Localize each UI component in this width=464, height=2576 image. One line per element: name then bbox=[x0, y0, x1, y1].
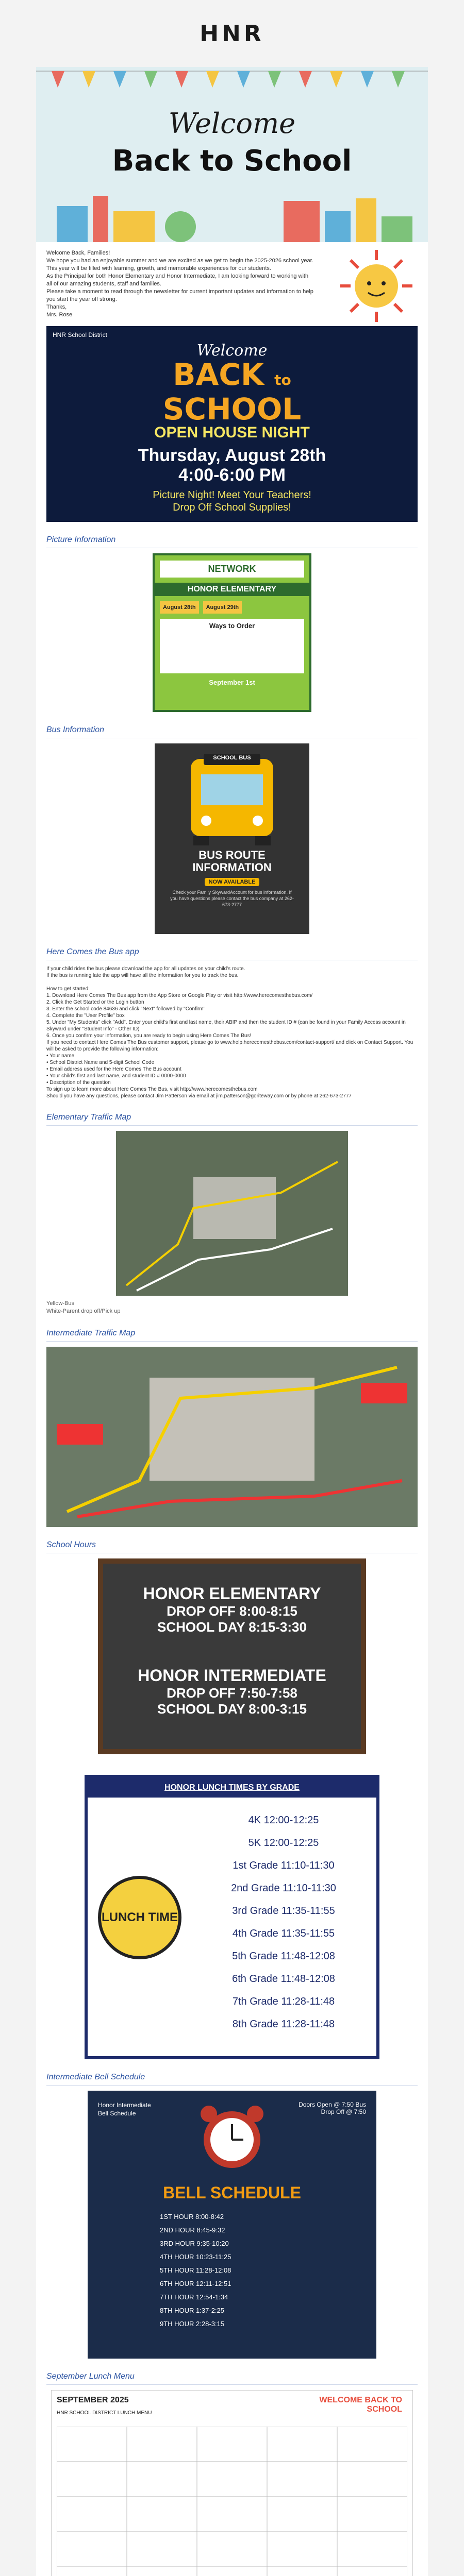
bell-row: 1ST HOUR 8:00-8:42 bbox=[160, 2213, 224, 2221]
lunch-menu-heading: September Lunch Menu bbox=[46, 2372, 418, 2385]
bus-sign: SCHOOL BUS bbox=[213, 755, 251, 761]
elem-traffic-heading: Elementary Traffic Map bbox=[46, 1113, 418, 1126]
flyer-district: HNR School District bbox=[53, 331, 108, 338]
letter-text: Welcome Back, Families! We hope you had an enjoyable summer and we are excited as we get to begin the 2025-2026 school year. This year will be filled with learning, growth, and memorable experiences for our students. As the Principal for both Honor Elementary and Honor Intermediate, I am looking forward to working with all of our amazing students, staff and families. Please take a moment to read through the newsletter for current important updates and information to help you start the year off strong. Thanks, Mrs. Rose bbox=[46, 250, 313, 318]
bell-row: 4TH HOUR 10:23-11:25 bbox=[160, 2253, 231, 2261]
lunch-time-row: 5th Grade 11:48-12:08 bbox=[232, 1951, 335, 1962]
bell-row: 9TH HOUR 2:28-3:15 bbox=[160, 2320, 224, 2328]
lunch-time-row: 2nd Grade 11:10-11:30 bbox=[231, 1883, 336, 1894]
bus-heading: Bus Information bbox=[46, 725, 418, 738]
elem-traffic-section bbox=[36, 1113, 428, 1315]
welcome-banner bbox=[36, 67, 428, 242]
bell-schedule-card bbox=[88, 2091, 376, 2359]
bunting-decoration bbox=[36, 67, 428, 98]
bell-school-name: Honor Intermediate bbox=[98, 2102, 151, 2109]
lunch-time-row: 7th Grade 11:28-11:48 bbox=[232, 1996, 335, 2007]
hours-int-title: HONOR INTERMEDIATE bbox=[138, 1666, 326, 1685]
lunch-menu-welcome: WELCOME BACK TO SCHOOL bbox=[319, 2396, 402, 2414]
lunch-times-card bbox=[85, 1775, 379, 2059]
int-traffic-section bbox=[36, 1329, 428, 1527]
open-house-flyer bbox=[46, 326, 418, 522]
picture-heading: Picture Information bbox=[46, 535, 418, 548]
lunch-times-list bbox=[201, 1809, 366, 2036]
int-map-drawing bbox=[46, 1347, 418, 1527]
bell-row: 8TH HOUR 1:37-2:25 bbox=[160, 2307, 224, 2314]
bus-avail: NOW AVAILABLE bbox=[205, 878, 260, 886]
bus-section bbox=[36, 725, 428, 934]
bus-app-section bbox=[36, 947, 428, 1099]
hours-chalkboard bbox=[98, 1558, 366, 1754]
lunch-menu-subtitle: HNR SCHOOL DISTRICT LUNCH MENU bbox=[57, 2410, 152, 2416]
lunch-times-title: HONOR LUNCH TIMES BY GRADE bbox=[88, 1778, 376, 1798]
picture-date1: August 28th bbox=[160, 601, 199, 614]
lunch-time-row: 4K 12:00-12:25 bbox=[248, 1815, 319, 1826]
hours-section bbox=[36, 1540, 428, 1754]
hours-heading: School Hours bbox=[46, 1540, 418, 1553]
flyer-welcome: Welcome bbox=[196, 342, 268, 360]
bell-row: 2ND HOUR 8:45-9:32 bbox=[160, 2226, 225, 2234]
sun-illustration bbox=[335, 247, 418, 325]
flyer-notes bbox=[46, 489, 418, 514]
picture-date2: August 29th bbox=[203, 601, 242, 614]
lunch-time-row: 1st Grade 11:10-11:30 bbox=[233, 1860, 335, 1871]
hours-elem-drop: DROP OFF 8:00-8:15 bbox=[167, 1603, 297, 1619]
bell-row: 7TH HOUR 12:54-1:34 bbox=[160, 2293, 228, 2301]
hnr-logo: HNR bbox=[200, 20, 264, 47]
int-traffic-heading: Intermediate Traffic Map bbox=[46, 1329, 418, 1342]
lunch-menu-title: SEPTEMBER 2025 bbox=[57, 2396, 129, 2404]
elem-map-drawing bbox=[116, 1131, 348, 1296]
bus-title: BUS ROUTE INFORMATION bbox=[192, 849, 272, 874]
picture-ways: Ways to Order bbox=[160, 619, 304, 673]
bell-section bbox=[36, 2073, 428, 2359]
lunch-time-row: 5K 12:00-12:25 bbox=[248, 1837, 319, 1849]
picture-deadline: September 1st bbox=[209, 679, 255, 686]
bell-row: 6TH HOUR 12:11-12:51 bbox=[160, 2280, 231, 2287]
calendar-grid bbox=[57, 2427, 407, 2576]
lunch-time-row: 4th Grade 11:35-11:55 bbox=[232, 1928, 335, 1939]
bell-row: 5TH HOUR 11:28-12:08 bbox=[160, 2266, 231, 2274]
picture-day-flyer bbox=[153, 553, 311, 712]
bus-note: Check your Family SkywardAccount for bus information. If you have questions please contact the bus company at 262-673-2777 bbox=[170, 890, 294, 907]
lunch-time-row: 6th Grade 11:48-12:08 bbox=[232, 1973, 335, 1985]
elem-traffic-map bbox=[116, 1131, 348, 1296]
flyer-to: to bbox=[274, 371, 291, 388]
alarm-clock-icon bbox=[196, 2101, 268, 2173]
flyer-school: SCHOOL bbox=[162, 392, 302, 427]
bell-title: BELL SCHEDULE bbox=[163, 2183, 301, 2202]
welcome-letter bbox=[36, 242, 428, 326]
bell-doors: Doors Open @ 7:50 Bus Drop Off @ 7:50 bbox=[299, 2101, 366, 2115]
bell-heading: Intermediate Bell Schedule bbox=[46, 2073, 418, 2086]
flyer-back: BACK bbox=[173, 357, 264, 392]
newsletter-page bbox=[36, 0, 428, 2576]
hours-int-drop: DROP OFF 7:50-7:58 bbox=[167, 1685, 297, 1701]
hours-elem-day: SCHOOL DAY 8:15-3:30 bbox=[157, 1619, 307, 1635]
bus-flyer bbox=[155, 743, 309, 934]
bell-row: 3RD HOUR 9:35-10:20 bbox=[160, 2240, 229, 2247]
hours-int-day: SCHOOL DAY 8:00-3:15 bbox=[157, 1701, 307, 1717]
int-traffic-map bbox=[46, 1347, 418, 1527]
hours-elem-title: HONOR ELEMENTARY bbox=[143, 1584, 321, 1603]
picture-section bbox=[36, 535, 428, 712]
lunch-time-row: 3rd Grade 11:35-11:55 bbox=[232, 1905, 335, 1917]
flyer-title: OPEN HOUSE NIGHT bbox=[154, 424, 310, 441]
flyer-time: 4:00-6:00 PM bbox=[178, 465, 286, 485]
flyer-back-to-school bbox=[46, 357, 418, 427]
picture-dates bbox=[155, 596, 309, 619]
bus-app-text: If your child rides the bus please download the app for all updates on your child's route. If the bus is running late the app will have all the information for you to track the bus. How to get started: 1. Download Here Comes The Bus app from the App Store or Google Play or visit http://www.herecomesthebus.com/ 2. Click the Get Started or the Login button 3. Enter the school code 84636 and click "Next" followed by "Confirm" 4. Complete the "User Profile" box 5. Under "My Students" click "Add". Enter your child's first and last name, their ABIP and then the student ID # (can be found in your Family Access account in Skyward under "Student Info" - Other ID) 6. Once you confirm your information, you are ready to begin using Here Comes The Bus! If you need to contact Here Comes The Bus customer support, please go to www.help.herecomesthebus.com/contact-support/ and click on Contact Support. You will be asked to provide the following information: • Your name • School District Name and 5-digit School Code • Email address used for the Here Comes The Bus account • Your child's first and last name, and student ID # 0000-0000 • Description of the question To sign up to learn more about Here Comes The Bus, visit http://www.herecomesthebus.com Should you have any questions, please contact Jim Patterson via email at jim.patterson@goriteway.com or by phone at 262-673-2777 bbox=[46, 966, 413, 1099]
elem-map-caption: Yellow-Bus White-Parent drop off/Pick up bbox=[46, 1300, 121, 1314]
flyer-date-time bbox=[46, 446, 418, 485]
bell-rows bbox=[160, 2210, 304, 2331]
flyer-line2: Drop Off School Supplies! bbox=[173, 502, 291, 513]
newsletter-header bbox=[36, 0, 428, 67]
flyer-line1: Picture Night! Meet Your Teachers! bbox=[153, 489, 311, 501]
banner-back-to-school: Back to School bbox=[112, 144, 352, 178]
school-supplies-illustration bbox=[36, 185, 428, 242]
bell-school-label: Bell Schedule bbox=[98, 2110, 136, 2117]
lunch-time-row: 8th Grade 11:28-11:48 bbox=[232, 2019, 335, 2030]
lunch-menu-section bbox=[36, 2372, 428, 2576]
lunch-menu-calendar bbox=[51, 2390, 413, 2576]
picture-school: HONOR ELEMENTARY bbox=[155, 583, 309, 596]
lunch-time-badge: LUNCH TIME bbox=[98, 1876, 181, 1959]
bell-school bbox=[98, 2101, 151, 2117]
banner-welcome: Welcome bbox=[168, 107, 296, 140]
bus-app-heading: Here Comes the Bus app bbox=[46, 947, 418, 960]
flyer-date: Thursday, August 28th bbox=[138, 446, 326, 465]
picture-brand: NETWORK bbox=[160, 561, 304, 578]
